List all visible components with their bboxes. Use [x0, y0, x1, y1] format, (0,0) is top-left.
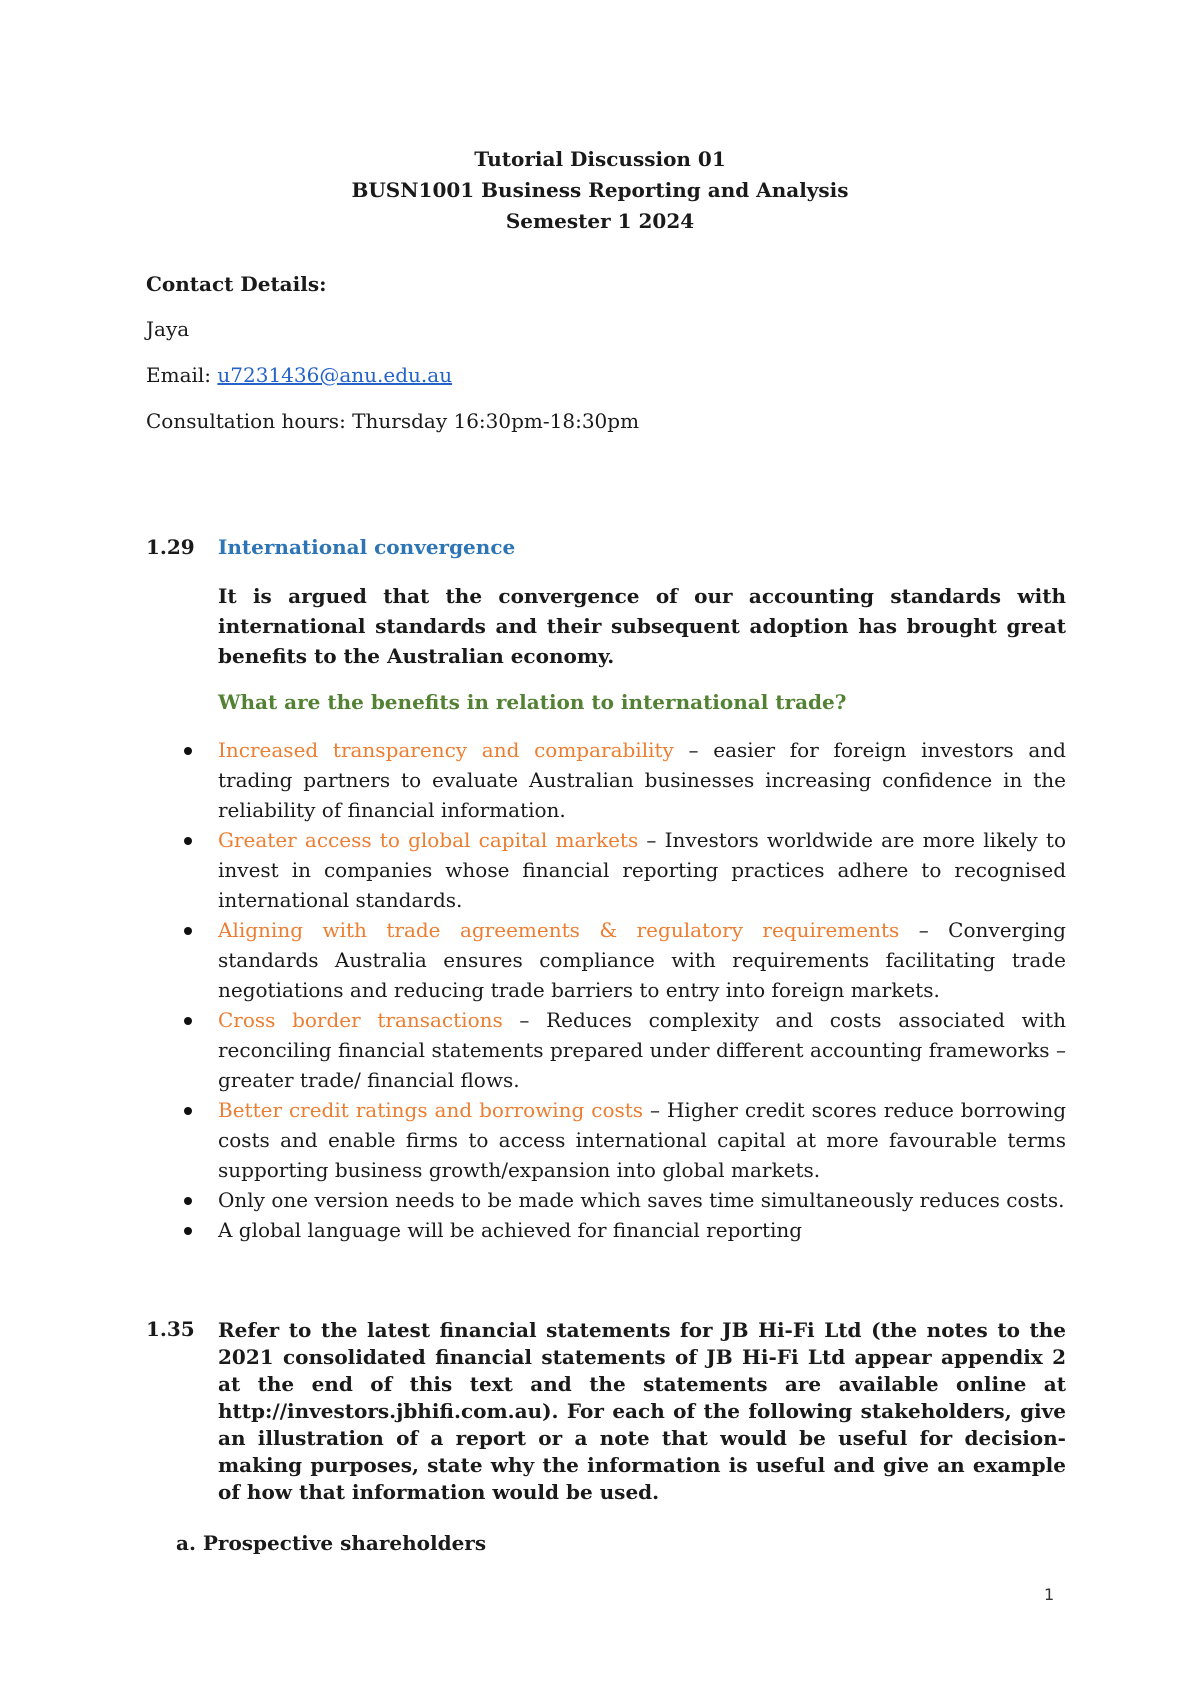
question-title: International convergence: [218, 535, 516, 559]
bullet-icon: [184, 837, 192, 845]
question-number: 1.29: [146, 535, 195, 559]
benefit-text: – Reduces complexity and costs associated with reconciling financial statements prepared under different accounting frameworks – greater trade/ financial flows.: [218, 1008, 1067, 1092]
bullet-icon: [184, 1227, 192, 1235]
benefit-highlight: Increased transparency and comparability: [218, 738, 674, 762]
header-semester: Semester 1 2024: [505, 209, 695, 233]
list-item: [146, 915, 1066, 1005]
bullet-icon: [184, 1197, 192, 1205]
list-item: [146, 735, 1066, 825]
list-item: [146, 1005, 1066, 1095]
benefit-text: – Higher credit scores reduce borrowing costs and enable firms to access international capital at more favourable terms supporting business growth/expansion into global markets.: [218, 1098, 1067, 1182]
email-link[interactable]: u7231436@anu.edu.au: [217, 363, 453, 387]
bullet-icon: [184, 1107, 192, 1115]
benefit-highlight: Better credit ratings and borrowing costs: [218, 1098, 644, 1122]
question-body: Refer to the latest financial statements for JB Hi-Fi Ltd (the notes to the 2021 consolidated financial statements of JB Hi-Fi Ltd appear appendix 2 at the end of this text and the statements are available online at http://investors.jbhifi.com.au). For each of the following stakeholders, give an illustration of a report or a note that would be useful for decision-making purposes, state why the information is useful and give an example of how that information would be used.: [218, 1318, 1066, 1504]
page-number: 1: [1044, 1585, 1055, 1604]
benefit-text: – Investors worldwide are more likely to invest in companies whose financial reporting practices adhere to recognised international standards.: [218, 828, 1066, 912]
list-item: [146, 1185, 1066, 1215]
benefit-highlight: Aligning with trade agreements & regulatory requirements: [218, 918, 900, 942]
benefit-text: Only one version needs to be made which saves time simultaneously reduces costs.: [218, 1188, 1065, 1212]
bullet-icon: [184, 1017, 192, 1025]
question-body: It is argued that the convergence of our accounting standards with international standards and their subsequent adoption has brought great benefits to the Australian economy.: [218, 584, 1066, 668]
email-label: Email:: [146, 363, 218, 387]
question-number: 1.35: [146, 1317, 195, 1341]
document-header: [0, 144, 1200, 237]
header-title: Tutorial Discussion 01: [474, 147, 726, 171]
contact-name: Jaya: [146, 317, 190, 341]
benefit-text: A global language will be achieved for financial reporting: [218, 1218, 803, 1242]
list-item: [146, 825, 1066, 915]
sub-question-a: a. Prospective shareholders: [176, 1531, 487, 1555]
list-item: [146, 1095, 1066, 1185]
consultation-hours: Consultation hours: Thursday 16:30pm-18:30pm: [146, 409, 640, 433]
benefits-list: [146, 735, 1066, 1245]
bullet-icon: [184, 747, 192, 755]
contact-email-line: [146, 363, 452, 387]
benefit-highlight: Cross border transactions: [218, 1008, 503, 1032]
header-course: BUSN1001 Business Reporting and Analysis: [351, 178, 849, 202]
question-prompt: What are the benefits in relation to international trade?: [218, 690, 847, 714]
contact-heading: Contact Details:: [146, 272, 327, 296]
list-item: [146, 1215, 1066, 1245]
benefit-text: – easier for foreign investors and trading partners to evaluate Australian businesses increasing confidence in the reliability of financial information.: [218, 738, 1066, 822]
benefit-text: – Converging standards Australia ensures compliance with requirements facilitating trade negotiations and reducing trade barriers to entry into foreign markets.: [218, 918, 1066, 1002]
bullet-icon: [184, 927, 192, 935]
benefit-highlight: Greater access to global capital markets: [218, 828, 639, 852]
